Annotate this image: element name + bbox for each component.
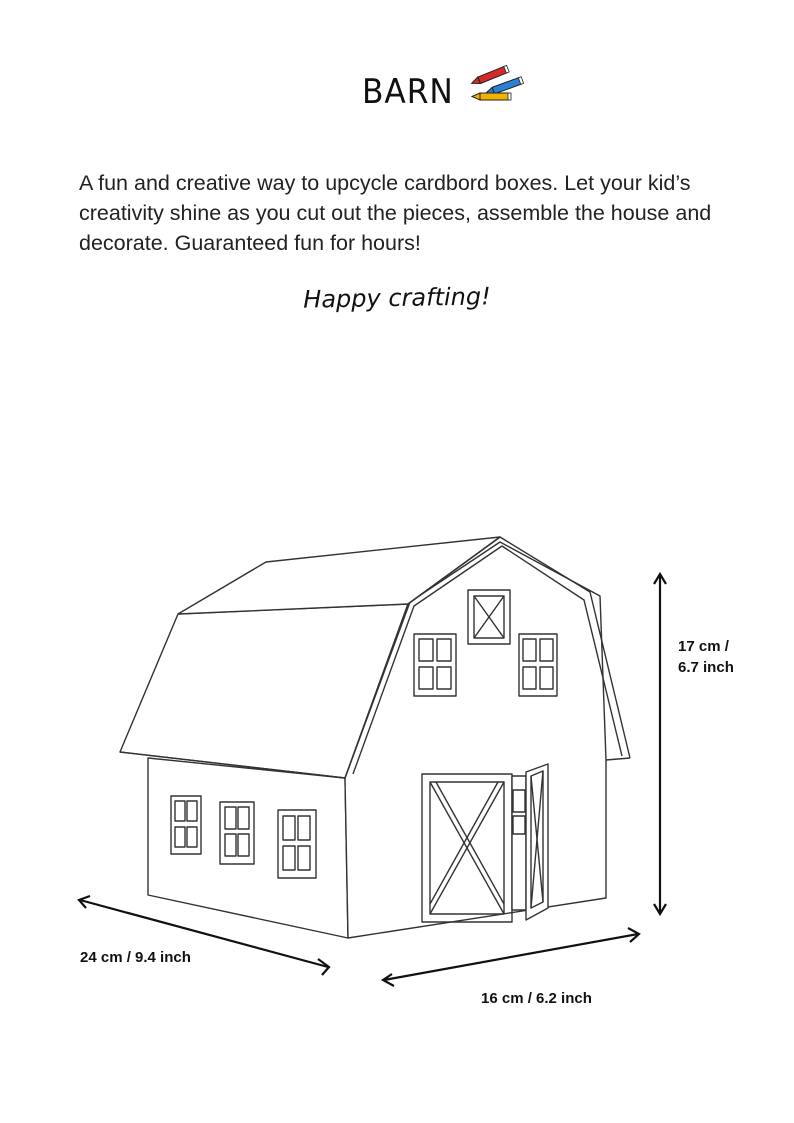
- crayons-icon: [466, 62, 532, 106]
- depth-dimension-label: 16 cm / 6.2 inch: [481, 990, 592, 1007]
- width-dimension-label: 24 cm / 9.4 inch: [80, 949, 191, 966]
- barn-door-right: [526, 764, 548, 920]
- title-row: [0, 62, 794, 122]
- tagline: Happy crafting!: [303, 282, 491, 314]
- height-line-2: 6.7 inch: [678, 659, 734, 676]
- height-line-1: 17 cm /: [678, 638, 729, 655]
- depth-arrow: [383, 928, 639, 986]
- barn-illustration: [0, 500, 794, 1060]
- page-title: BARN: [362, 72, 454, 112]
- height-arrow: [654, 574, 666, 914]
- side-wall: [148, 758, 348, 938]
- yellow-crayon: [472, 93, 511, 100]
- height-dimension-label: [678, 636, 758, 678]
- intro-paragraph: A fun and creative way to upcycle cardbord boxes. Let your kid’s creativity shine as you cut out the pieces, assemble the house and decorate. Guaranteed fun for hours!: [79, 171, 712, 255]
